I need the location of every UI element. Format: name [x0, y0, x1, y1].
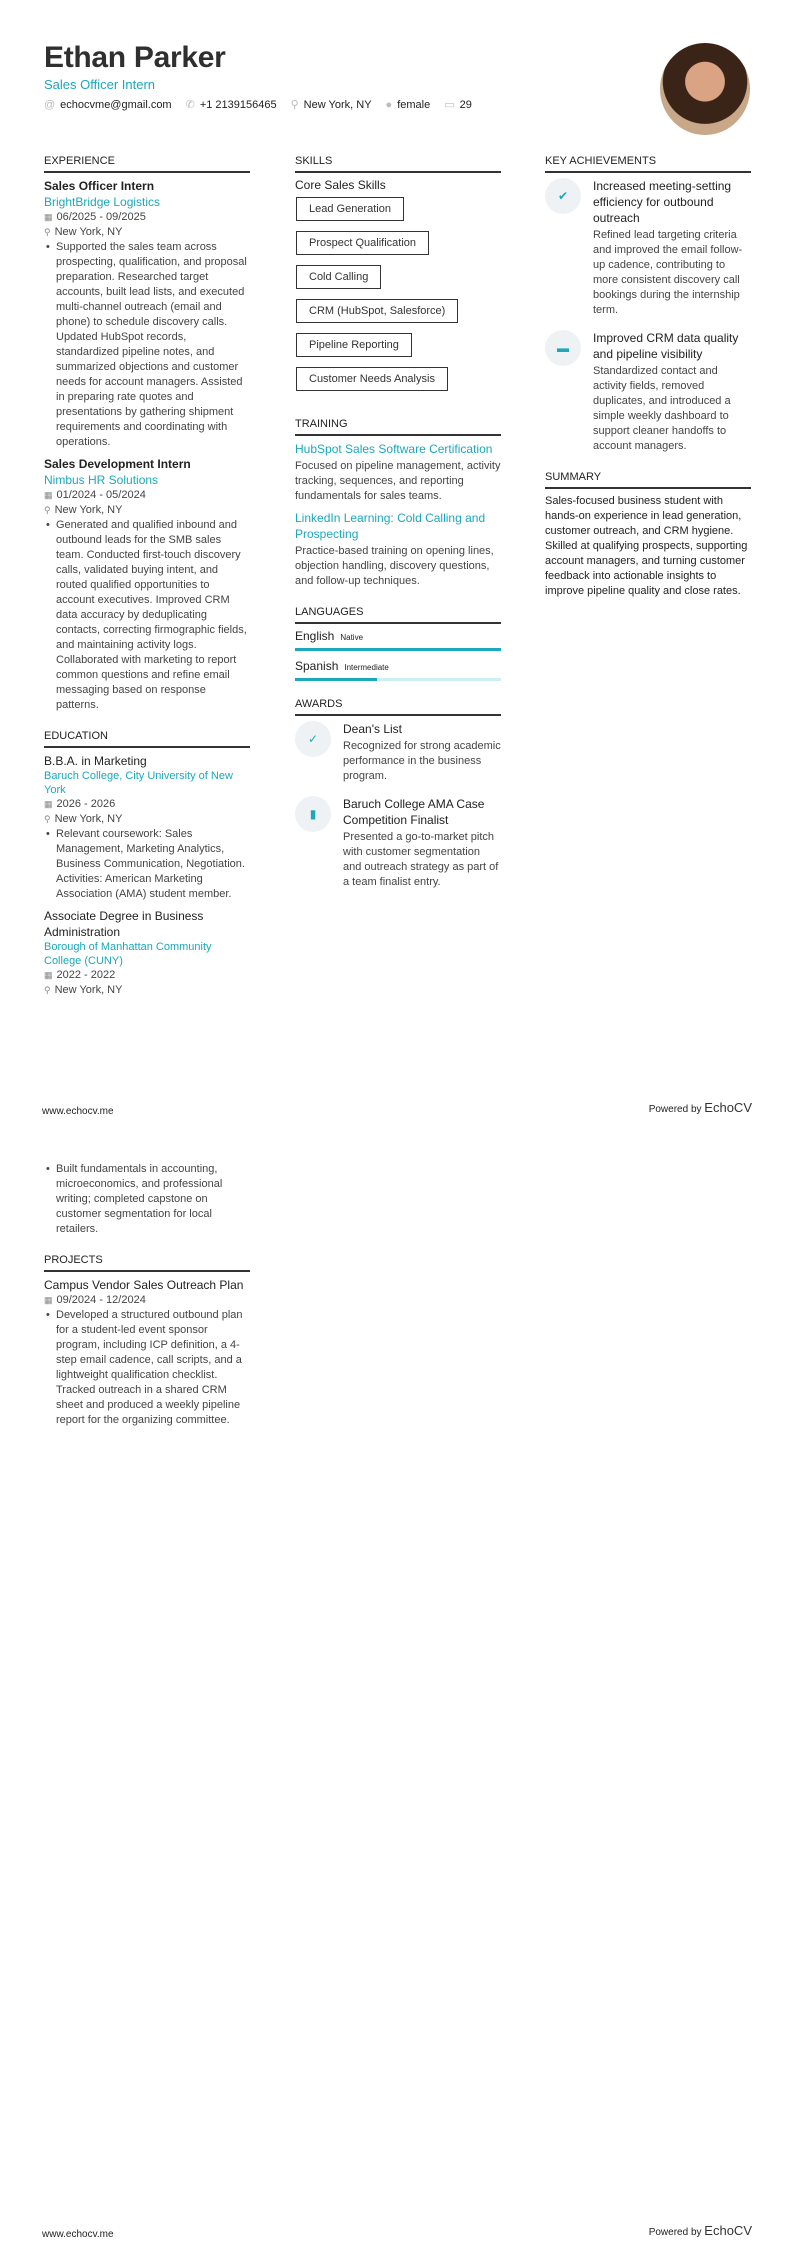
training-name: LinkedIn Learning: Cold Calling and Prospecting [295, 511, 486, 541]
calendar-icon: ▦ [44, 1295, 53, 1305]
school: Baruch College, City University of New York [44, 770, 233, 796]
calendar-icon: ▦ [44, 490, 53, 500]
achievement-item: ✔ Increased meeting-setting efficiency for outbound outreach Refined lead targeting criteria and improved the email follow-up cadence, contributing to more consistent discovery call bookings during the internship term. [545, 178, 751, 324]
language-item: English Native [295, 629, 364, 643]
training-desc: Practice-based training on opening lines, objection handling, discovery questions, and follow-up techniques. [295, 545, 494, 587]
location: New York, NY [54, 226, 123, 238]
skill-group-title: Core Sales Skills [295, 178, 386, 192]
footer-powered-by: Powered by EchoCV [648, 2223, 752, 2238]
language-proficiency-bar [295, 678, 501, 681]
training-desc: Focused on pipeline management, activity tracking, sequences, and reporting fundamentals for sales teams. [295, 460, 501, 502]
left-column [44, 154, 250, 1014]
contact-email[interactable]: @ echocvme@gmail.com [44, 99, 172, 111]
location: New York, NY [54, 504, 123, 516]
person-icon: ● [385, 99, 393, 111]
skill-chip: Lead Generation [296, 197, 404, 221]
candidate-role: Sales Officer Intern [44, 77, 156, 92]
location-icon: ⚲ [44, 227, 51, 237]
skill-list [295, 197, 501, 401]
job-title: Sales Development Intern [44, 457, 191, 471]
dates: 01/2024 - 05/2024 [56, 489, 146, 501]
dates: 06/2025 - 09/2025 [56, 211, 146, 223]
section-heading: TRAINING [295, 417, 501, 436]
contact-phone[interactable]: ✆ +1 2139156465 [185, 99, 277, 111]
footer-site-link[interactable]: www.echocv.me [42, 1106, 114, 1117]
contact-age: ▭ 29 [444, 99, 472, 111]
bullet: • Supported the sales team across prospecting, qualification, and proposal preparation. Researched target accounts, built lead lists, and executed multi-channel outreach (email and phone) to schedule discovery calls. Updated HubSpot records, standardized pipeline notes, and summarized objections and customer needs for account managers. Assisted in preparing rate quotes and presentations by gathering shipment requirements and coordinating with operations. [44, 240, 250, 450]
document-icon: ▮ [295, 796, 331, 832]
job-title: Sales Officer Intern [44, 179, 155, 193]
phone-icon: ✆ [185, 99, 195, 111]
footer-site-link[interactable]: www.echocv.me [42, 2229, 114, 2240]
contact-list [44, 98, 472, 113]
training-name: HubSpot Sales Software Certification [295, 442, 493, 456]
location-icon: ⚲ [44, 505, 51, 515]
middle-column [295, 154, 501, 912]
candidate-name: Ethan Parker [44, 41, 226, 74]
bullet: • Relevant coursework: Sales Management, Marketing Analytics, Business Communication, Negotiation. Activities: American Marketing Association (AMA) student member. [44, 827, 250, 902]
skill-chip: Prospect Qualification [296, 231, 429, 255]
languages-section [295, 605, 501, 681]
location-icon: ⚲ [44, 985, 51, 995]
archive-icon: ▬ [545, 330, 581, 366]
training-section [295, 417, 501, 589]
section-heading: LANGUAGES [295, 605, 501, 624]
calendar-icon: ▦ [44, 799, 53, 809]
summary-section [545, 470, 751, 599]
achievements-section [545, 154, 751, 460]
projects-section: PROJECTS Campus Vendor Sales Outreach Plan ▦ 09/2024 - 12/2024 • Developed a structured outbound plan for a student-led event sponsor program, including ICP definition, a 4-step email cadence, call scripts, and a lightweight qualification checklist. Tracked outreach in a shared CRM sheet and produced a weekly pipeline report for the organizing committee. [44, 1253, 250, 1428]
check-icon: ✓ [295, 721, 331, 757]
contact-gender: ● female [385, 99, 431, 111]
section-heading: SKILLS [295, 154, 501, 173]
experience-section [44, 154, 250, 713]
award-item: ▮ Baruch College AMA Case Competition Finalist Presented a go-to-market pitch with customer segmentation and outreach strategy as part of a team finalist entry. [295, 796, 501, 896]
experience-item [44, 178, 250, 450]
summary-text: Sales-focused business student with hands-on experience in lead generation, customer outreach, and CRM hygiene. Skilled at qualifying prospects, supporting account managers, and turning customer feedback into actionable insights to improve pipeline quality and close rates. [545, 495, 748, 597]
section-heading: SUMMARY [545, 470, 751, 489]
award-item: ✓ Dean's List Recognized for strong academic performance in the business program. [295, 721, 501, 790]
awards-section [295, 697, 501, 896]
section-heading: PROJECTS [44, 1253, 250, 1272]
bullet: • Built fundamentals in accounting, microeconomics, and professional writing; completed capstone on customer segmentation for local retailers. [44, 1162, 250, 1237]
location-icon: ⚲ [290, 99, 299, 111]
education-section [44, 729, 250, 998]
check-circle-icon: ✔ [545, 178, 581, 214]
skill-chip: Cold Calling [296, 265, 381, 289]
skill-chip: CRM (HubSpot, Salesforce) [296, 299, 458, 323]
company-name: Nimbus HR Solutions [44, 473, 159, 487]
at-icon: @ [44, 99, 56, 111]
section-heading: EXPERIENCE [44, 154, 250, 173]
bullet: • Developed a structured outbound plan for a student-led event sponsor program, including ICP definition, a 4-step email cadence, call scripts, and a lightweight qualification checklist. Tracked outreach in a shared CRM sheet and produced a weekly pipeline report for the organizing committee. [44, 1308, 250, 1428]
section-heading: KEY ACHIEVEMENTS [545, 154, 751, 173]
skills-section [295, 154, 501, 401]
project-name: Campus Vendor Sales Outreach Plan [44, 1278, 244, 1292]
right-column [545, 154, 751, 615]
calendar-icon: ▦ [44, 212, 53, 222]
company-name: BrightBridge Logistics [44, 195, 161, 209]
skill-chip: Customer Needs Analysis [296, 367, 448, 391]
skill-chip: Pipeline Reporting [296, 333, 412, 357]
school: Borough of Manhattan Community College (CUNY) [44, 941, 212, 967]
section-heading: AWARDS [295, 697, 501, 716]
language-item: Spanish Intermediate [295, 659, 389, 673]
experience-item [44, 456, 250, 713]
language-proficiency-bar [295, 648, 501, 651]
footer-powered-by: Powered by EchoCV [648, 1100, 752, 1115]
language-proficiency-fill [295, 648, 501, 651]
calendar-icon: ▭ [444, 99, 455, 111]
education-item: B.B.A. in Marketing Baruch College, City University of New York ▦ 2026 - 2026 ⚲ New York, NY • Relevant coursework: Sales Management, Marketing Analytics, Business Communication, Negotiation. Activities: American Marketing Association (AMA) student member. [44, 753, 250, 902]
degree: Associate Degree in Business Administration [44, 909, 204, 939]
left-column-page2 [44, 1162, 250, 1444]
degree: B.B.A. in Marketing [44, 754, 147, 768]
language-proficiency-fill [295, 678, 377, 681]
achievement-item: ▬ Improved CRM data quality and pipeline visibility Standardized contact and activity fields, removed duplicates, and introduced a simple weekly dashboard to support cleaner handoffs to account managers. [545, 330, 751, 460]
location-icon: ⚲ [44, 814, 51, 824]
section-heading: EDUCATION [44, 729, 250, 748]
avatar [660, 43, 750, 135]
education-item: Associate Degree in Business Administration Borough of Manhattan Community College (CUNY) ▦ 2022 - 2022 ⚲ New York, NY [44, 908, 250, 998]
bullet: • Generated and qualified inbound and outbound leads for the SMB sales team. Conducted first-touch discovery calls, validated buying intent, and routed qualified opportunities to account executives. Improved CRM data accuracy by deduplicating contacts, correcting firmographic fields, and maintaining activity logs. Collaborated with marketing to report common questions and refine email messaging based on response patterns. [44, 518, 250, 713]
contact-location: ⚲ New York, NY [290, 99, 372, 111]
calendar-icon: ▦ [44, 970, 53, 980]
